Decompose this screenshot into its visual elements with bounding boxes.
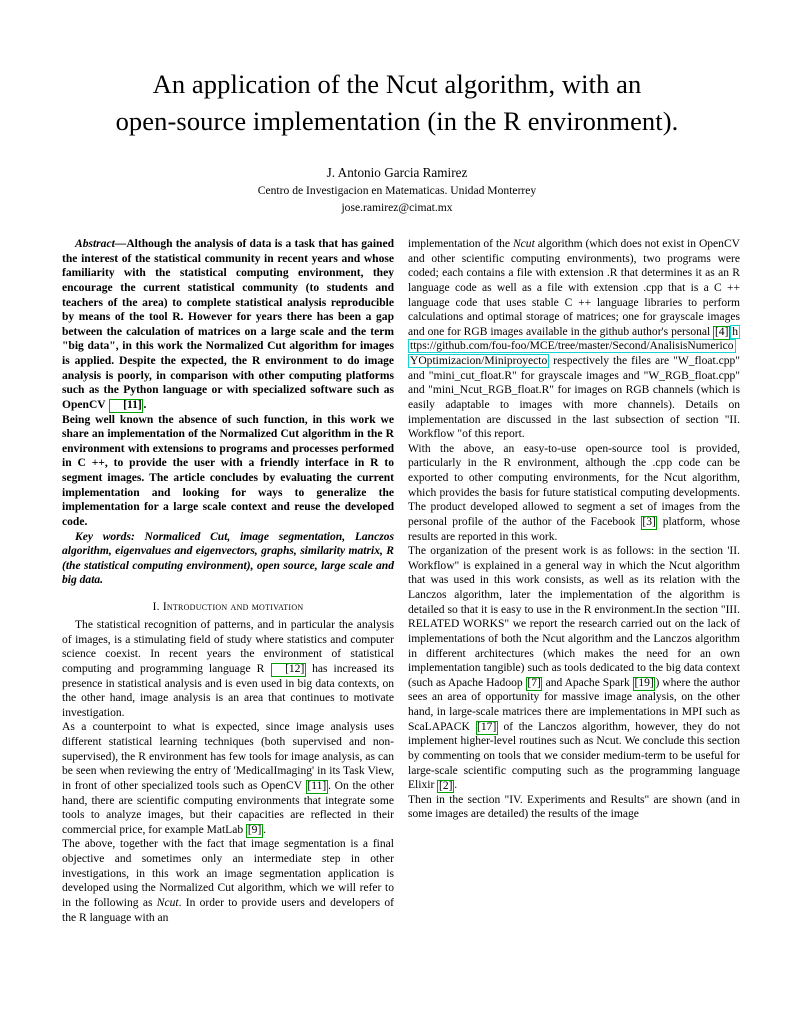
abstract-paragraph (62, 237, 394, 413)
citation-11[interactable]: [11] (109, 399, 144, 413)
right-p3-text-c: ) where the author sees an area of opportunity for massive image analysis, on the other hand, in large-scale matrices there are implementations in MPI such as ScaLAPACK (408, 676, 741, 733)
section-heading-introduction: I. Introduction and motivation (152, 601, 304, 613)
right-paragraph-3 (408, 544, 740, 793)
abstract-continued: Being well known the absence of such function, in this work we share an implementation of the Normalized Cut algorithm in the R environment with extensions to programs and processes performed in C ++, to provide the user with a friendly interface in R to segment images. The article concludes by evaluating the current implementation and looking for ways to generalize the implementation for a large scale context and reuse the developed code. (62, 413, 394, 528)
intro-p2-text-b: . On the other hand, there are scientific computing environments that integrate some tools to analyze images, but their capacities are reflected in their commercial price, for example MatLab (62, 779, 394, 836)
intro-p1-text-b: has increased its presence in statistical analysis and is even used in big data contexts, on the other hand, image analysis is an area that continues to motivate investigation. (62, 662, 394, 719)
intro-p3-text-b: . In order to provide users and developers of the R language with an (62, 896, 394, 924)
right-p3-text-a: The organization of the present work is as follows: in the section 'II. Workflow" is explained in a general way in which the Ncut algorithm that was used in this work consists, as well as its relation with the Lanczos algorithm, later the implementation of the algorithm is detailed so that it is easy to use in the R environment.In the section "III. RELATED WORKS" we report the research carried out on the lack of implementations of both the Ncut algorithm and the Lanczos algorithm in different architectures (which makes the need for an own implementation tangible) such as tools dedicated to the big data context (such as Apache Hadoop (408, 545, 740, 689)
intro-paragraph-1 (62, 618, 394, 720)
author-affiliation: Centro de Investigacion en Matematicas. Unidad Monterrey (257, 184, 537, 197)
right-p1-italic-ncut: Ncut (512, 238, 535, 250)
citation-17[interactable]: [17] (477, 721, 497, 734)
citation-19[interactable]: [19] (634, 677, 654, 690)
citation-7[interactable]: [7] (527, 677, 541, 690)
citation-9[interactable]: [9] (247, 824, 262, 837)
intro-p3-text-a: The above, together with the fact that image segmentation is a final objective and sometimes only an intermediate step in other investigations, in this work an image segmentation application is developed using the Normalized Cut algorithm, which we will refer to in the following as (62, 838, 394, 909)
citation-12[interactable]: [12] (271, 663, 306, 677)
page-title (47, 66, 747, 140)
author-name: J. Antonio Garcia Ramirez (326, 165, 468, 180)
keywords-paragraph: Key words: Normaliced Cut, image segmentation, Lanczos algorithm, eigenvalues and eigenvectors, graphs, similarity matrix, R (the statistical computing environment), open source, large scale and big data. (62, 530, 394, 587)
right-p1-text-c: respectively the files are "W_float.cpp" and "mini_cut_float.R" for grayscale images and "W_RGB_float.cpp" and "mini_Ncut_RGB_float.R" for images on RGB channels (which is easily adaptable to images with more channels). Details on implementation are discussed in the last subsection of section "II. Workflow "of this report. (408, 355, 740, 441)
right-p1-text-b: algorithm (which does not exist in OpenCV and other scientific computing environments), two programs were coded; each contains a file with extension .R that determines it as an R language code as well as a file with extension .cpp that is a C ++ language code that uses stable C ++ language libraries to perform calculations and optimal storage of matrices; one for grayscale images and one for RGB images available in the github author's personal (408, 238, 740, 338)
citation-3[interactable]: [3] (642, 516, 656, 529)
paper-header (0, 0, 794, 216)
intro-paragraph-3 (62, 837, 394, 925)
right-p2-text-a: With the above, an easy-to-use open-source tool is provided, particularly in the R environment, although the .cpp code can be exported to other computing environments, for the Ncut algorithm, which provides the basis for future statistical computing developments. The product developed allowed to segment a set of images from the personal profile of the author of the Facebook (408, 442, 740, 528)
intro-p1-text-a: The statistical recognition of patterns, and in particular the analysis of images, is a stimulating field of study where statistics and computer science coexist. In recent years the environment of statistical computing and programming language R (62, 619, 394, 675)
right-p3-text-e: . (454, 779, 458, 792)
left-column (62, 237, 394, 925)
right-p2-text-b: platform, whose results are reported in this work. (408, 515, 740, 543)
intro-p3-italic-ncut: Ncut (156, 896, 179, 909)
intro-p2-text-c: . (263, 823, 266, 836)
right-paragraph-1 (408, 237, 740, 442)
body-columns (62, 237, 740, 925)
abstract-text: Although the analysis of data is a task that has gained the interest of the statistical community in recent years and whose familiarity with the statistical computing environment, they encourage the current statistical community (to students and teachers of the area) to complete statistical analysis reproducible by means of the tool R. However for years there has been a gap between the calculation of matrices on a large scale and the term "big data", in this work the Normalized Cut algorithm for images is applied. Despite the expected, the R environment to do image analysis is poorly, in comparison with other computing platforms such as the Python language or with specialized software such as OpenCV (62, 238, 394, 411)
right-p3-text-d: of the Lanczos algorithm, however, they do not implement higher-level routines such as Ncut. We conclude this section by commenting on tools that we consider medium-term to be useful for large-scale scientific computing such as the programming language Elixir (408, 720, 740, 792)
right-p3-text-b: and Apache Spark (542, 676, 633, 689)
github-repository-link[interactable]: https://github.com/fou-foo/MCE/tree/master/Second/AnalisisNumericoYOptimizacion/Miniproyecto (410, 325, 738, 367)
title-line-2: open-source implementation (in the R environment). (115, 106, 679, 136)
right-p1-text-a: implementation of the (408, 238, 513, 250)
author-block (0, 164, 794, 216)
right-paragraph-4: Then in the section "IV. Experiments and Results" are shown (and in some images are detailed) the results of the image (408, 793, 740, 821)
right-column (408, 237, 740, 925)
title-line-1: An application of the Ncut algorithm, with an (152, 69, 642, 99)
right-paragraph-2 (408, 442, 740, 544)
intro-paragraph-2 (62, 720, 394, 837)
citation-4[interactable]: [4] (714, 326, 729, 339)
abstract-label: Abstract— (75, 238, 127, 250)
citation-2[interactable]: [2] (438, 779, 453, 792)
author-email: jose.ramirez@cimat.mx (341, 201, 453, 214)
intro-p2-text-a: As a counterpoint to what is expected, since image analysis uses different statistical learning techniques (both supervised and non-supervised), the R environment has few tools for image analysis, as can be seen when reviewing the entry of 'MedicalImaging' in its Task View, in front of other specialized tools such as OpenCV (62, 721, 394, 792)
citation-11-second[interactable]: [11] (307, 780, 327, 793)
abstract-text-end: . (143, 398, 147, 411)
